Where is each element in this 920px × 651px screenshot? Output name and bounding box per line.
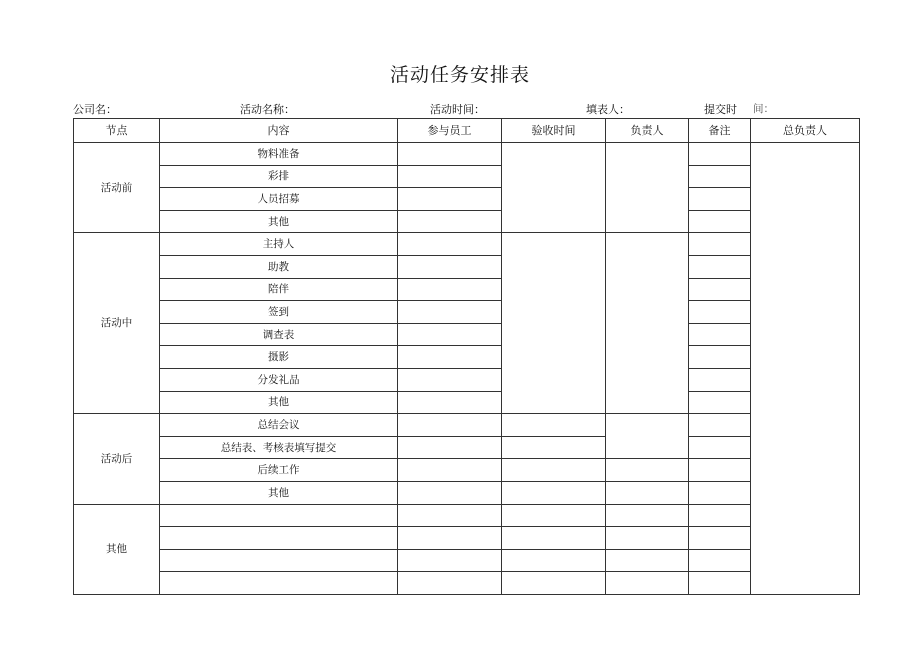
staff-cell[interactable] xyxy=(398,233,502,256)
owner-cell[interactable] xyxy=(606,527,689,550)
acceptance-time-cell[interactable] xyxy=(502,481,606,504)
acceptance-time-cell[interactable] xyxy=(502,233,606,414)
remarks-cell[interactable] xyxy=(689,436,751,459)
table-row xyxy=(74,549,860,572)
task-cell: 其他 xyxy=(160,391,398,414)
owner-cell[interactable] xyxy=(606,143,689,233)
table-row xyxy=(74,165,860,188)
staff-cell[interactable] xyxy=(398,414,502,437)
table-row xyxy=(74,233,860,256)
remarks-cell[interactable] xyxy=(689,188,751,211)
stage-after: 活动后 xyxy=(74,414,160,504)
table-row xyxy=(74,391,860,414)
table-row xyxy=(74,301,860,324)
staff-cell[interactable] xyxy=(398,323,502,346)
task-cell: 调查表 xyxy=(160,323,398,346)
owner-cell[interactable] xyxy=(606,459,689,482)
acceptance-time-cell[interactable] xyxy=(502,414,606,437)
remarks-cell[interactable] xyxy=(689,143,751,166)
task-cell: 陪伴 xyxy=(160,278,398,301)
remarks-cell[interactable] xyxy=(689,549,751,572)
remarks-cell[interactable] xyxy=(689,368,751,391)
task-cell: 分发礼品 xyxy=(160,368,398,391)
remarks-cell[interactable] xyxy=(689,301,751,324)
remarks-cell[interactable] xyxy=(689,323,751,346)
task-cell: 助教 xyxy=(160,255,398,278)
owner-cell[interactable] xyxy=(606,414,689,459)
page-title: 活动任务安排表 xyxy=(389,64,530,86)
header-remarks: 备注 xyxy=(689,119,751,143)
task-cell: 其他 xyxy=(160,481,398,504)
header-node: 节点 xyxy=(74,119,160,143)
owner-cell[interactable] xyxy=(606,549,689,572)
schedule-table xyxy=(73,118,860,595)
task-cell: 签到 xyxy=(160,301,398,324)
staff-cell[interactable] xyxy=(398,368,502,391)
acceptance-time-cell[interactable] xyxy=(502,143,606,233)
staff-cell[interactable] xyxy=(398,504,502,527)
task-cell: 其他 xyxy=(160,210,398,233)
task-cell: 人员招募 xyxy=(160,188,398,211)
table-row xyxy=(74,414,860,437)
task-cell[interactable] xyxy=(160,504,398,527)
acceptance-time-cell[interactable] xyxy=(502,459,606,482)
acceptance-time-cell[interactable] xyxy=(502,572,606,595)
header-row xyxy=(74,119,860,143)
acceptance-time-cell[interactable] xyxy=(502,527,606,550)
activity-time-label: 活动时间： xyxy=(430,103,485,116)
staff-cell[interactable] xyxy=(398,459,502,482)
table-row xyxy=(74,188,860,211)
staff-cell[interactable] xyxy=(398,481,502,504)
staff-cell[interactable] xyxy=(398,549,502,572)
table-row xyxy=(74,323,860,346)
table-row xyxy=(74,368,860,391)
owner-cell[interactable] xyxy=(606,481,689,504)
stage-before: 活动前 xyxy=(74,143,160,233)
task-cell: 主持人 xyxy=(160,233,398,256)
remarks-cell[interactable] xyxy=(689,481,751,504)
company-label: 公司名： xyxy=(73,103,117,116)
remarks-cell[interactable] xyxy=(689,233,751,256)
header-content: 内容 xyxy=(160,119,398,143)
staff-cell[interactable] xyxy=(398,165,502,188)
table-row xyxy=(74,436,860,459)
table-row xyxy=(74,278,860,301)
table-row xyxy=(74,481,860,504)
acceptance-time-cell[interactable] xyxy=(502,436,606,459)
task-cell: 彩排 xyxy=(160,165,398,188)
table-row xyxy=(74,346,860,369)
submit-time-label: 提交时 xyxy=(704,103,737,116)
table-row xyxy=(74,572,860,595)
owner-cell[interactable] xyxy=(606,572,689,595)
remarks-cell[interactable] xyxy=(689,414,751,437)
header-chief-owner: 总负责人 xyxy=(751,119,860,143)
staff-cell[interactable] xyxy=(398,436,502,459)
staff-cell[interactable] xyxy=(398,143,502,166)
table-row xyxy=(74,255,860,278)
staff-cell[interactable] xyxy=(398,278,502,301)
staff-cell[interactable] xyxy=(398,527,502,550)
header-staff: 参与员工 xyxy=(398,119,502,143)
owner-cell[interactable] xyxy=(606,233,689,414)
task-cell: 后续工作 xyxy=(160,459,398,482)
table-row xyxy=(74,210,860,233)
remarks-cell[interactable] xyxy=(689,459,751,482)
task-cell: 总结表、考核表填写提交 xyxy=(160,436,398,459)
task-cell[interactable] xyxy=(160,572,398,595)
task-cell[interactable] xyxy=(160,549,398,572)
remarks-cell[interactable] xyxy=(689,346,751,369)
staff-cell[interactable] xyxy=(398,188,502,211)
staff-cell[interactable] xyxy=(398,210,502,233)
header-owner: 负责人 xyxy=(606,119,689,143)
remarks-cell[interactable] xyxy=(689,210,751,233)
remarks-cell[interactable] xyxy=(689,165,751,188)
remarks-cell[interactable] xyxy=(689,504,751,527)
activity-name-label: 活动名称： xyxy=(240,103,295,116)
remarks-cell[interactable] xyxy=(689,255,751,278)
table-row xyxy=(74,504,860,527)
staff-cell[interactable] xyxy=(398,346,502,369)
staff-cell[interactable] xyxy=(398,572,502,595)
acceptance-time-cell[interactable] xyxy=(502,549,606,572)
task-cell[interactable] xyxy=(160,527,398,550)
task-cell: 总结会议 xyxy=(160,414,398,437)
table-row xyxy=(74,143,860,166)
table-row xyxy=(74,527,860,550)
task-cell: 物料准备 xyxy=(160,143,398,166)
staff-cell[interactable] xyxy=(398,301,502,324)
staff-cell[interactable] xyxy=(398,391,502,414)
remarks-cell[interactable] xyxy=(689,278,751,301)
header-acceptance-time: 验收时间 xyxy=(502,119,606,143)
owner-cell[interactable] xyxy=(606,504,689,527)
remarks-cell[interactable] xyxy=(689,527,751,550)
staff-cell[interactable] xyxy=(398,255,502,278)
remarks-cell[interactable] xyxy=(689,391,751,414)
filler-label: 填表人： xyxy=(586,103,630,116)
stage-during: 活动中 xyxy=(74,233,160,414)
task-cell: 摄影 xyxy=(160,346,398,369)
acceptance-time-cell[interactable] xyxy=(502,504,606,527)
table-row xyxy=(74,459,860,482)
remarks-cell[interactable] xyxy=(689,572,751,595)
chief-owner-cell[interactable] xyxy=(751,143,860,595)
stage-other: 其他 xyxy=(74,504,160,594)
submit-time-label-cont: 间： xyxy=(753,103,774,115)
